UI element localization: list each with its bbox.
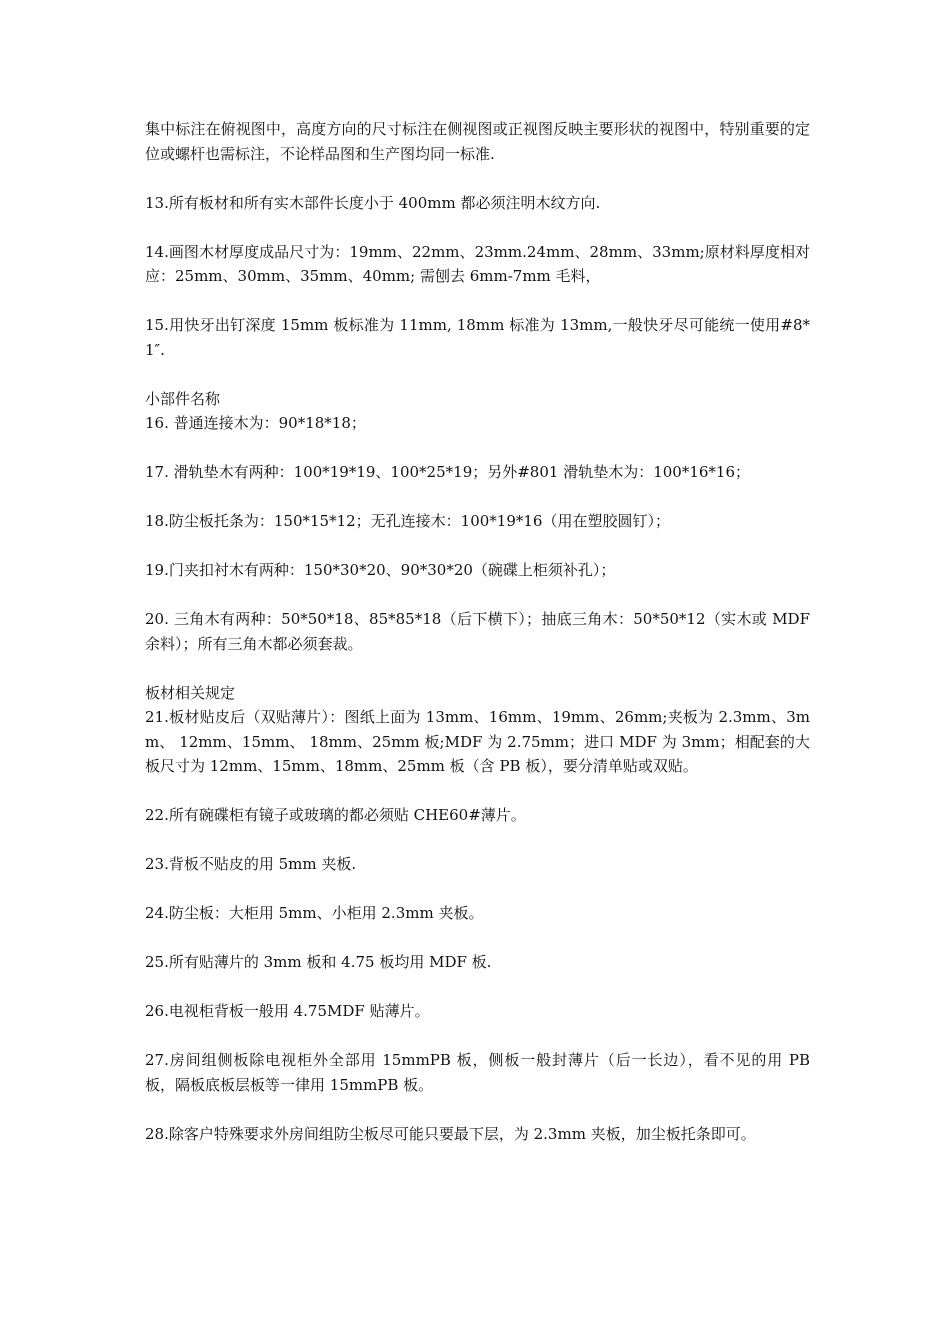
section-heading-small-parts: 小部件名称 <box>145 389 221 408</box>
paragraph-19: 19.门夹扣衬木有两种：150*30*20、90*30*20（碗碟上柜须补孔）； <box>145 561 616 579</box>
paragraph-17: 17. 滑轨垫木有两种：100*19*19、100*25*19；另外#801 滑轨垫木为：100*16*16； <box>145 463 751 481</box>
document-page <box>145 117 810 1146</box>
paragraph-16: 16. 普通连接木为：90*18*18； <box>145 414 366 432</box>
paragraph-26: 26.电视柜背板一般用 4.75MDF 贴薄片。 <box>145 1002 430 1020</box>
paragraph-18: 18.防尘板托条为：150*15*12；无孔连接木：100*19*16（用在塑胶圆钉）； <box>145 512 670 530</box>
section-heading-board-rules: 板材相关规定 <box>145 683 236 702</box>
paragraph-20: 20. 三角木有两种：50*50*18、85*85*18（后下横下）；抽底三角木：50*50*12（实木或 MDF 余料）；所有三角木都必须套裁。 <box>145 610 810 653</box>
paragraph-14: 14.画图木材厚度成品尺寸为：19mm、22mm、23mm.24mm、28mm、33mm;原材料厚度相对应：25mm、30mm、35mm、40mm; 需刨去 6mm-7mm 毛料， <box>145 242 810 285</box>
paragraph-24: 24.防尘板：大柜用 5mm、小柜用 2.3mm 夹板。 <box>145 904 484 922</box>
paragraph-23: 23.背板不贴皮的用 5mm 夹板. <box>145 855 357 873</box>
paragraph-13: 13.所有板材和所有实木部件长度小于 400mm 都必须注明木纹方向. <box>145 193 601 212</box>
paragraph-25: 25.所有贴薄片的 3mm 板和 4.75 板均用 MDF 板. <box>145 953 492 971</box>
paragraph-27: 27.房间组侧板除电视柜外全部用 15mmPB 板，侧板一般封薄片（后一长边），看不见的用 PB 板，隔板底板层板等一律用 15mmPB 板。 <box>145 1051 810 1094</box>
paragraph-intro: 集中标注在俯视图中，高度方向的尺寸标注在侧视图或正视图反映主要形状的视图中，特别重要的定位或螺杆也需标注，不论样品图和生产图均同一标准. <box>145 120 810 163</box>
paragraph-22: 22.所有碗碟柜有镜子或玻璃的都必须贴 CHE60#薄片。 <box>145 806 526 824</box>
paragraph-28: 28.除客户特殊要求外房间组防尘板尽可能只要最下层，为 2.3mm 夹板，加尘板托条即可。 <box>145 1124 756 1143</box>
paragraph-15: 15.用快牙出钉深度 15mm 板标准为 11mm, 18mm 标准为 13mm,一般快牙尽可能统一使用#8*1″. <box>145 316 810 359</box>
paragraph-21: 21.板材贴皮后（双贴薄片）：图纸上面为 13mm、16mm、19mm、26mm;夹板为 2.3mm、3mm、 12mm、15mm、 18mm、25mm 板;MDF 为 2.75mm；进口 MDF 为 3mm；相配套的大板尺寸为 12mm、15mm、18mm、25mm 板（含 PB 板），要分清单贴或双贴。 <box>145 708 810 775</box>
